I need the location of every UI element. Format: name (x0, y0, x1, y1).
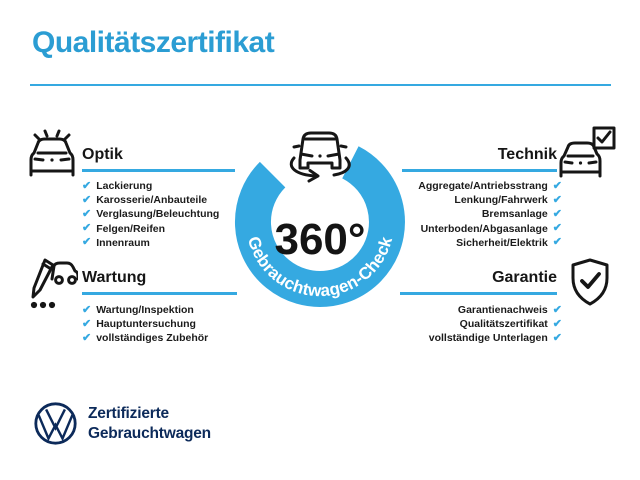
checklist-technik (418, 179, 562, 250)
check-icon: ✔ (82, 317, 92, 330)
service-checklist-icon (26, 255, 78, 311)
checklist-item: Aggregate/Antriebsstrang ✔ (418, 179, 562, 193)
checklist-item: Lenkung/Fahrwerk ✔ (454, 193, 562, 207)
check-icon: ✔ (552, 236, 562, 249)
checklist-item: ✔ Wartung/Inspektion (82, 303, 194, 317)
footer-line2: Gebrauchtwagen (88, 425, 211, 442)
checklist-item: ✔ Felgen/Reifen (82, 222, 166, 235)
ring-label: Gebrauchtwagen-Check (243, 234, 397, 301)
section-title-garantie: Garantie (492, 269, 557, 286)
footer-brand-text (88, 404, 211, 444)
check-icon: ✔ (552, 179, 562, 192)
checklist-item: Bremsanlage ✔ (481, 207, 562, 221)
check-icon: ✔ (552, 207, 562, 220)
check-icon: ✔ (552, 222, 562, 235)
check-icon: ✔ (82, 207, 92, 220)
section-title-technik: Technik (497, 146, 557, 163)
degree-label: 360° (274, 215, 366, 264)
section-title-optik: Optik (82, 146, 123, 163)
checklist-item: Unterboden/Abgasanlage ✔ (420, 222, 562, 235)
checklist-item: ✔ Lackierung (82, 179, 153, 193)
checklist-item: vollständige Unterlagen ✔ (428, 331, 562, 345)
check-icon: ✔ (552, 193, 562, 206)
car-checkbox-icon (558, 126, 616, 178)
checklist-item: ✔ Karosserie/Anbauteile (82, 193, 208, 207)
checklist-item: ✔ Verglasung/Beleuchtung (82, 207, 220, 221)
vw-logo (33, 401, 78, 446)
360-check-ring (210, 120, 430, 325)
footer-line1: Zertifizierte (88, 405, 169, 422)
car-360-rotate-icon (291, 133, 349, 181)
checklist-wartung (82, 303, 208, 346)
check-icon: ✔ (552, 303, 562, 316)
check-icon: ✔ (82, 193, 92, 206)
checklist-item: Sicherheit/Elektrik ✔ (456, 236, 562, 249)
checklist-item: ✔ vollständiges Zubehör (82, 331, 209, 345)
check-icon: ✔ (552, 331, 562, 344)
header-divider (30, 84, 611, 86)
check-icon: ✔ (82, 331, 92, 344)
shield-check-icon (567, 257, 613, 309)
car-shine-icon (26, 127, 78, 177)
check-icon: ✔ (82, 303, 92, 316)
check-icon: ✔ (82, 236, 92, 249)
check-icon: ✔ (552, 317, 562, 330)
checklist-item: Garantienachweis ✔ (457, 303, 562, 317)
checklist-garantie (429, 303, 562, 346)
checklist-optik (82, 179, 219, 250)
checklist-item: ✔ Innenraum (82, 236, 150, 249)
checklist-item: Qualitätszertifikat ✔ (459, 317, 562, 331)
page-title: Qualitätszertifikat (32, 26, 275, 59)
checklist-item: ✔ Hauptuntersuchung (82, 317, 196, 331)
check-icon: ✔ (82, 179, 92, 192)
section-title-wartung: Wartung (82, 269, 147, 286)
check-icon: ✔ (82, 222, 92, 235)
